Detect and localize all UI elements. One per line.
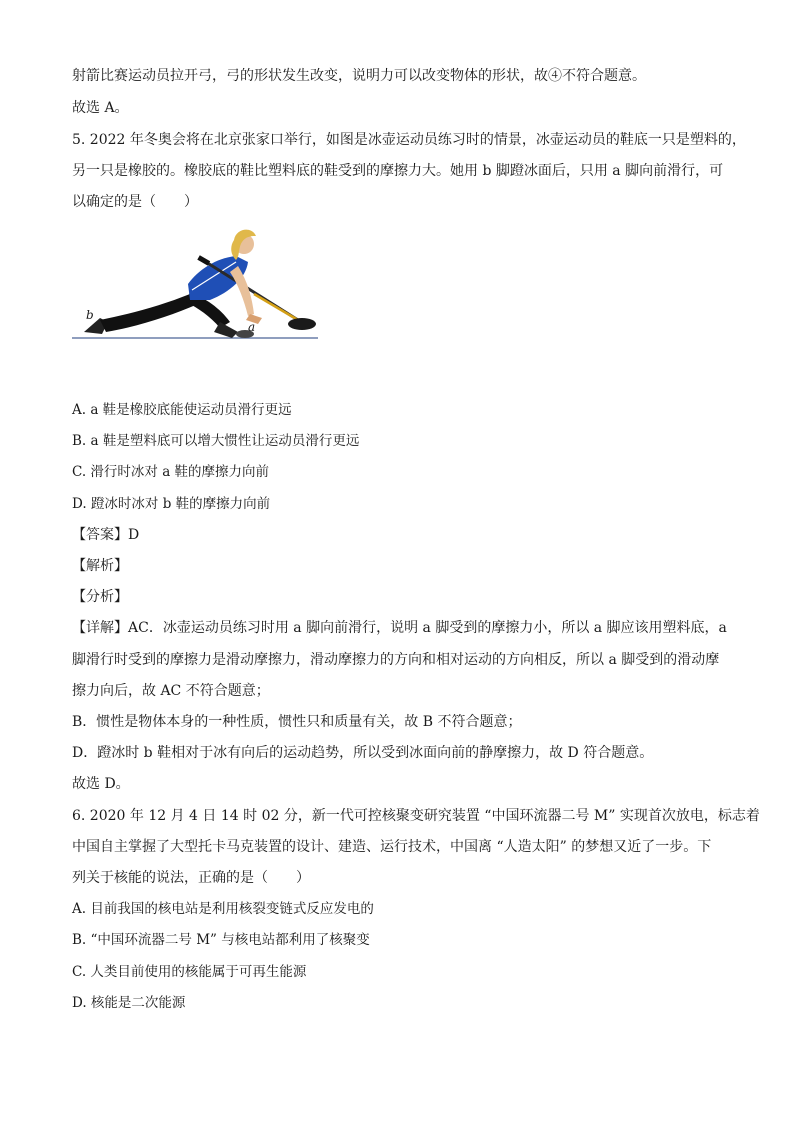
q6-option-a: A. 目前我国的核电站是利用核裂变链式反应发电的 (72, 901, 374, 917)
q6-option-b: B. “中国环流器二号 M” 与核电站都利用了核聚变 (72, 932, 370, 948)
q6-option-d: D. 核能是二次能源 (72, 995, 186, 1011)
q5-detail-line-4: B．惯性是物体本身的一种性质，惯性只和质量有关，故 B 不符合题意； (72, 714, 522, 730)
q6-stem-line-3: 列关于核能的说法，正确的是（ ） (72, 870, 310, 886)
q5-detail-line-5: D．蹬冰时 b 鞋相对于冰有向后的运动趋势，所以受到冰面向前的静摩擦力，故 D 符合题意。 (72, 745, 654, 761)
curling-athlete-illustration (70, 222, 320, 347)
q5-stem-line-2: 另一只是橡胶的。橡胶底的鞋比塑料底的鞋受到的摩擦力大。她用 b 脚蹬冰面后，只用 a 脚向前滑行，可 (72, 163, 724, 179)
q5-stem-line-1: 5. 2022 年冬奥会将在北京张家口举行，如图是冰壶运动员练习时的情景，冰壶运动员的鞋底一只是塑料的， (72, 132, 746, 148)
q6-stem-line-2: 中国自主掌握了大型托卡马克装置的设计、建造、运行技术，中国离 “人造太阳” 的梦想又近了一步。下 (72, 839, 712, 855)
q5-detail-line-3: 擦力向后，故 AC 不符合题意； (72, 683, 270, 699)
q5-option-c: C. 滑行时冰对 a 鞋的摩擦力向前 (72, 464, 270, 480)
figure-label-a: a (248, 320, 256, 334)
q5-option-b: B. a 鞋是塑料底可以增大惯性让运动员滑行更远 (72, 433, 360, 449)
intro-line-1: 射箭比赛运动员拉开弓，弓的形状发生改变，说明力可以改变物体的形状，故④不符合题意。 (72, 68, 646, 84)
q5-option-d: D. 蹬冰时冰对 b 鞋的摩擦力向前 (72, 496, 271, 512)
q5-answer: 【答案】D (72, 527, 140, 543)
q5-fenxi-heading: 【分析】 (72, 589, 128, 605)
intro-line-2: 故选 A。 (72, 100, 129, 116)
curling-athlete-figure (70, 222, 320, 347)
q5-detail-line-1: 【详解】AC．冰壶运动员练习时用 a 脚向前滑行，说明 a 脚受到的摩擦力小，所以 a 脚应该用塑料底，a (72, 620, 727, 636)
figure-label-b: b (86, 308, 94, 322)
q6-stem-line-1: 6. 2020 年 12 月 4 日 14 时 02 分，新一代可控核聚变研究装置 “中国环流器二号 M” 实现首次放电，标志着 (72, 808, 760, 824)
q5-conclusion: 故选 D。 (72, 776, 130, 792)
q5-option-a: A. a 鞋是橡胶底能使运动员滑行更远 (72, 402, 292, 418)
q5-detail-line-2: 脚滑行时受到的摩擦力是滑动摩擦力，滑动摩擦力的方向和相对运动的方向相反，所以 a 脚受到的滑动摩 (72, 652, 720, 668)
q5-stem-line-3: 以确定的是（ ） (72, 194, 198, 210)
q5-analysis-heading: 【解析】 (72, 558, 128, 574)
q6-option-c: C. 人类目前使用的核能属于可再生能源 (72, 964, 307, 980)
